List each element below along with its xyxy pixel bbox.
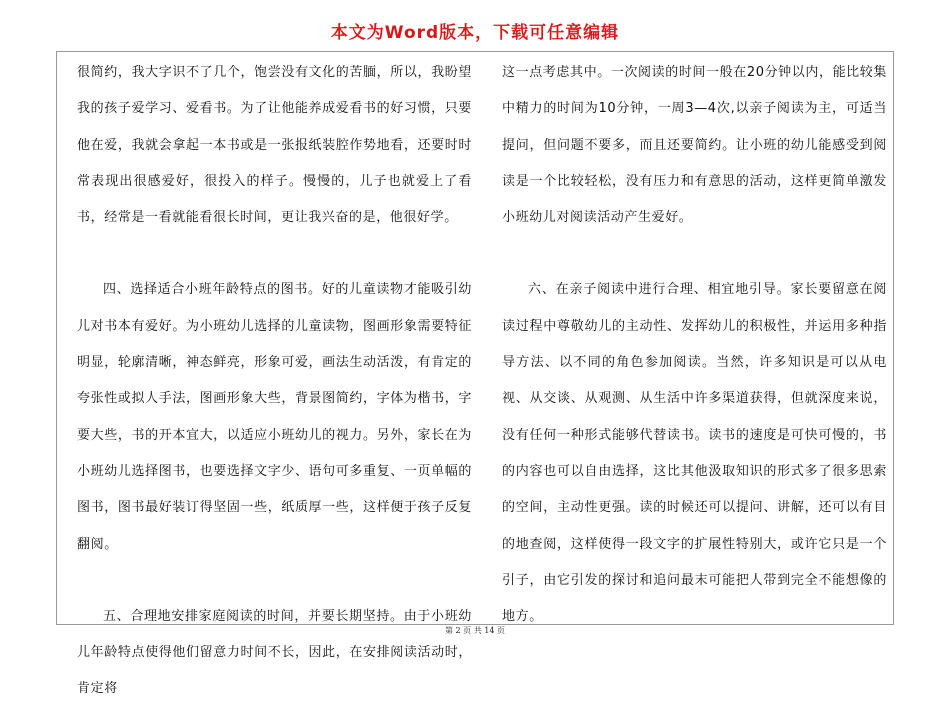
left-column	[77, 55, 472, 708]
paragraph-section-four: 四、选择适合小班年龄特点的图书。好的儿童读物才能吸引幼儿对书本有爱好。为小班幼儿选择的儿童读物，图画形象需要特征明显，轮廓清晰，神态鲜亮，形象可爱，画法生动活泼，有肯定的夸张性或拟人手法，图画形象大些，背景图简约，字体为楷书，字要大些，书的开本宜大，以适应小班幼儿的视力。另外，家长在为小班幼儿选择图书，也要选择文字少、语句可多重复、一页单幅的图书，图书最好装订得坚固一些，纸质厚一些，这样便于孩子反复翻阅。	[77, 282, 472, 552]
download-banner: 本文为Word版本，下载可任意编辑	[330, 23, 620, 43]
right-column	[502, 55, 887, 635]
paragraph-section-five: 五、合理地安排家庭阅读的时间，并要长期坚持。由于小班幼儿年龄特点使得他们留意力时间不长，因此，在安排阅读活动时，肯定将	[77, 608, 472, 697]
paragraph-section-five-continued: 这一点考虑其中。一次阅读的时间一般在20分钟以内，能比较集中精力的时间为10分钟，一周3—4次,以亲子阅读为主，可适当提问，但问题不要多，而且还要简约。让小班的幼儿能感受到阅读是一个比较轻松，没有压力和有意思的活动，这样更简单激发小班幼儿对阅读活动产生爱好。	[502, 65, 887, 226]
page-number: 第 2 页 共 14 页	[445, 626, 505, 635]
paragraph-section-six: 六、在亲子阅读中进行合理、相宜地引导。家长要留意在阅读过程中尊敬幼儿的主动性、发挥幼儿的积极性，并运用多种指导方法、以不同的角色参加阅读。当然，许多知识是可以从电视、从交谈、从观测、从生活中许多渠道获得，但就深度来说，没有任何一种形式能够代替读书。读书的速度是可快可慢的，书的内容也可以自由选择，这比其他汲取知识的形式多了很多思索的空间，主动性更强。读的时候还可以提问、讲解，还可以有目的地查阅，这样使得一段文字的扩展性特别大，或许它只是一个引子，由它引发的探讨和追问最末可能把人带到完全不能想像的地方。	[502, 282, 887, 625]
paragraph-continued: 很简约，我大字识不了几个，饱尝没有文化的苦腼，所以，我盼望我的孩子爱学习、爱看书。为了让他能养成爱看书的好习惯，只要他在爱，我就会拿起一本书或是一张报纸装腔作势地看，还要时时常表现出很感爱好，很投入的样子。慢慢的，儿子也就爱上了看书，经常是一看就能看很长时间，更让我兴奋的是，他很好学。	[77, 65, 472, 226]
